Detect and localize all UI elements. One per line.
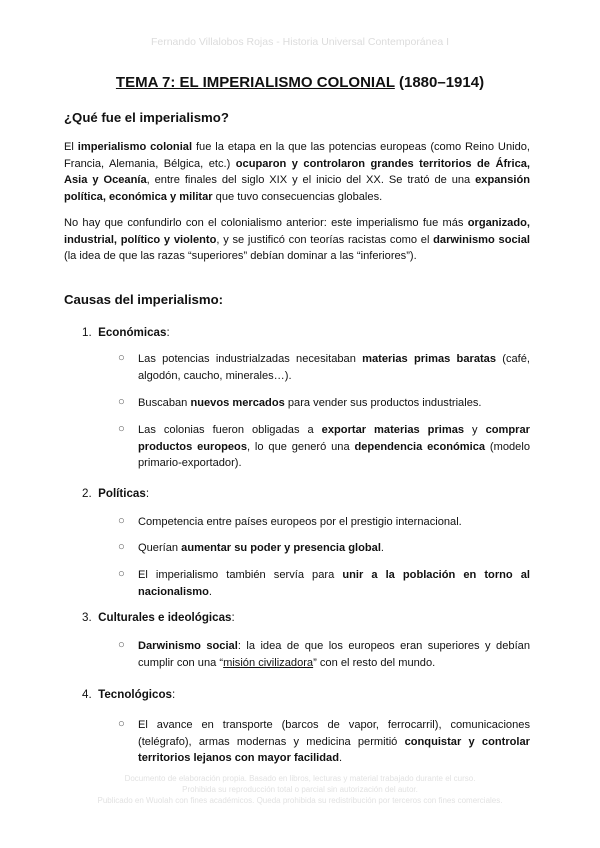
bullet-icon: ○ xyxy=(118,423,125,435)
list-item: El imperialismo también servía para unir a la población en torno al nacionalismo. xyxy=(138,569,531,598)
list-item: Las potencias industrialzadas necesitaban materias primas baratas (café, algodón, caucho, minerales…). xyxy=(138,353,530,382)
cause-heading-technological: 4. Tecnológicos: xyxy=(82,688,176,701)
list-item: Querían aumentar su poder y presencia global. xyxy=(138,542,385,554)
cause-heading-cultural: 3. Culturales e ideológicas: xyxy=(82,611,235,624)
list-item: Darwinismo social: la idea de que los europeos eran superiores y debían cumplir con una “misión civilizadora” con el resto del mundo. xyxy=(138,640,530,669)
list-item: El avance en transporte (barcos de vapor, ferrocarril), comunicaciones (telégrafo), armas modernas y medicina permitió conquistar y controlar territorios lejanos con mayor facilidad. xyxy=(138,719,530,764)
bullet-icon: ○ xyxy=(118,352,125,364)
cause-heading-political: 2. Políticas: xyxy=(82,487,150,500)
bullet-icon: ○ xyxy=(118,718,125,730)
paragraph-definition: El imperialismo colonial fue la etapa en la que las potencias europeas (como Reino Unido, Francia, Alemania, Bélgica, etc.) ocuparon y controlaron grandes territorios de África, Asia y Oceanía, entre finales del siglo XIX y el inicio del XX. Se trató de una expansión política, económica y militar que tuvo consecuencias globales. xyxy=(64,141,531,203)
section-heading-causes: Causas del imperialismo: xyxy=(64,292,224,307)
page-footer-watermark: Documento de elaboración propia. Basado en libros, lecturas y material trabajado durante el curso. Prohibida su reproducción total o parcial sin autorización del autor. Publicado en Wuolah con fines académicos. Queda prohibida su redistribución por terceros con fines comerciales. xyxy=(97,774,503,805)
page-title xyxy=(0,74,600,91)
title-main: TEMA 7: EL IMPERIALISMO COLONIAL xyxy=(115,74,395,91)
bullet-icon: ○ xyxy=(118,639,125,651)
list-item: Las colonias fueron obligadas a exportar materias primas y comprar productos europeos, lo que generó una dependencia económica (modelo primario-exportador). xyxy=(138,424,530,469)
paragraph-distinction: No hay que confundirlo con el colonialismo anterior: este imperialismo fue más organizado, industrial, político y violento, y se justificó con teorías racistas como el darwinismo social (la idea de que las razas “superiores” debían dominar a las “inferiores”). xyxy=(64,217,530,262)
cause-heading-economic: 1. Económicas: xyxy=(82,326,170,339)
list-item: Buscaban nuevos mercados para vender sus productos industriales. xyxy=(138,397,482,409)
title-dates: (1880–1914) xyxy=(399,74,485,91)
bullet-icon: ○ xyxy=(118,541,125,553)
bullet-icon: ○ xyxy=(118,396,125,408)
bullet-icon: ○ xyxy=(118,515,125,527)
list-item: Competencia entre países europeos por el prestigio internacional. xyxy=(138,516,462,528)
page-header-note: Fernando Villalobos Rojas - Historia Universal Contemporánea I xyxy=(150,36,450,48)
section-heading-what: ¿Qué fue el imperialismo? xyxy=(64,110,229,125)
bullet-icon: ○ xyxy=(118,568,125,580)
